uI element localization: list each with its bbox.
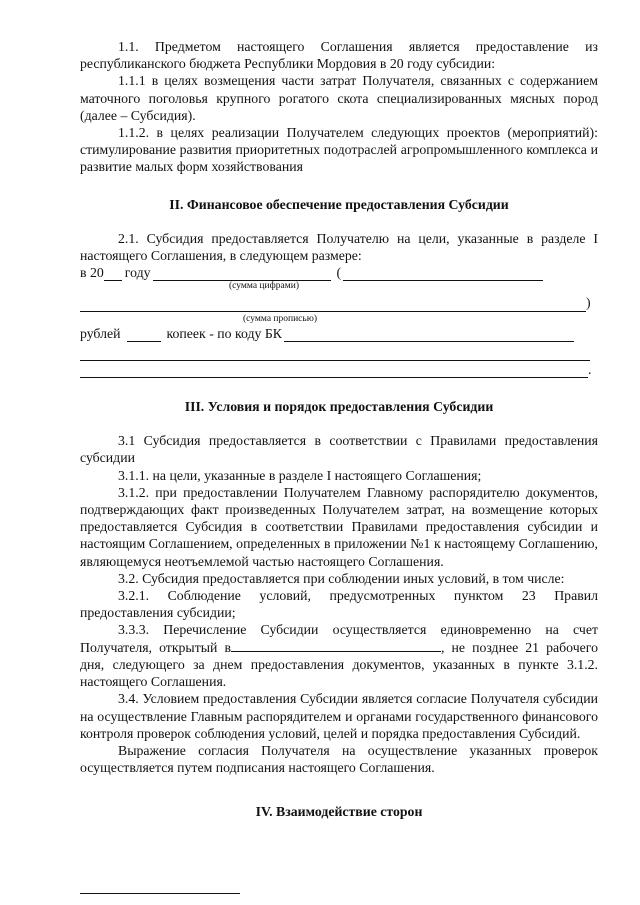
clause-3-5: Выражение согласия Получателя на осуществление указанных проверок осуществляется путем подписания настоящего Соглашения. (80, 742, 598, 776)
year-blank[interactable] (104, 267, 122, 281)
amount-words-row (80, 294, 598, 311)
clause-3-3-3 (80, 621, 598, 690)
clause-3-3-3-part-a: 3.3.3. Перечисление Субсидии осуществляется единовременно на счет Получателя, открытый в (80, 622, 598, 655)
amount-words-blank-2[interactable] (80, 298, 586, 312)
open-paren: ( (336, 265, 342, 281)
clause-1-1-2: 1.1.2. в целях реализации Получателем следующих проектов (мероприятий): стимулирование развития приоритетных подотраслей агропромышленного комплекса и развитие малых форм хозяйствования (80, 125, 598, 175)
document-page (80, 38, 598, 821)
clause-3-1: 3.1 Субсидия предоставляется в соответствии с Правилами предоставления субсидии (80, 433, 598, 466)
amount-digits-blank[interactable] (153, 267, 331, 281)
bank-account-blank[interactable] (231, 640, 441, 652)
kop-label: копеек - по коду БК (166, 325, 282, 341)
amount-digits-row (80, 264, 598, 281)
section-2-heading: II. Финансовое обеспечение предоставления Субсидии (169, 196, 509, 212)
clause-1-1-1: 1.1.1 в целях возмещения части затрат Получателя, связанных с содержанием маточного поголовья крупного рогатого скота специализированных мясных пород (далее – Субсидия). (80, 73, 598, 123)
clause-3-3-3-part-b: , не позднее 21 рабочего дня, следующего за днем предоставления документов, указанных в пункте 3.1.2. настоящего Соглашения. (80, 639, 599, 690)
clause-3-2: 3.2. Субсидия предоставляется при соблюдении иных условий, в том числе: (118, 570, 565, 586)
rub-kop-row (80, 325, 598, 342)
footnote-separator (80, 893, 240, 894)
blank-line-2[interactable] (80, 361, 588, 378)
bk-code-blank[interactable] (284, 328, 574, 342)
clause-2-1: 2.1. Субсидия предоставляется Получателю на цели, указанные в разделе I настоящего Соглашения, в следующем размере: (80, 230, 598, 264)
rub-blank[interactable] (127, 328, 161, 342)
clause-1-1: 1.1. Предметом настоящего Соглашения является предоставление из республиканского бюджета Республики Мордовия в 20 году субсидии: (80, 39, 598, 72)
caption-words: (сумма прописью) (243, 313, 317, 324)
year-word: году (124, 265, 151, 281)
blank-line-2-row (80, 361, 598, 378)
clause-3-4: 3.4. Условием предоставления Субсидии является согласие Получателя субсидии на осуществление Главным распорядителем и органами государственного финансового контроля проверок соблюдения условий, целей и порядка предоставления Субсидий. (80, 691, 598, 741)
section-4-heading: IV. Взаимодействие сторон (255, 804, 423, 820)
year-prefix: в 20 (80, 265, 104, 281)
close-paren: ) (586, 295, 591, 311)
caption-digits: (сумма цифрами) (229, 281, 299, 292)
line-end-dot: . (588, 361, 592, 377)
clause-3-1-1: 3.1.1. на цели, указанные в разделе I настоящего Соглашения; (118, 467, 482, 483)
clause-3-1-2: 3.1.2. при предоставлении Получателем Главному распорядителю документов, подтверждающих факт произведенных Получателем затрат, на возмещение которых предоставляется Субсидия в соответствии Правилами предоставления субсидии и настоящим Соглашением, определенных в приложении №1 к настоящему Соглашению, являющемуся неотъемлемой частью настоящего Соглашения. (80, 484, 598, 569)
section-3-heading: III. Условия и порядок предоставления Субсидии (184, 399, 494, 415)
amount-words-blank-1[interactable] (343, 267, 543, 281)
rub-label: рублей (80, 325, 121, 341)
clause-3-2-1: 3.2.1. Соблюдение условий, предусмотренных пунктом 23 Правил предоставления субсидии; (80, 588, 598, 621)
